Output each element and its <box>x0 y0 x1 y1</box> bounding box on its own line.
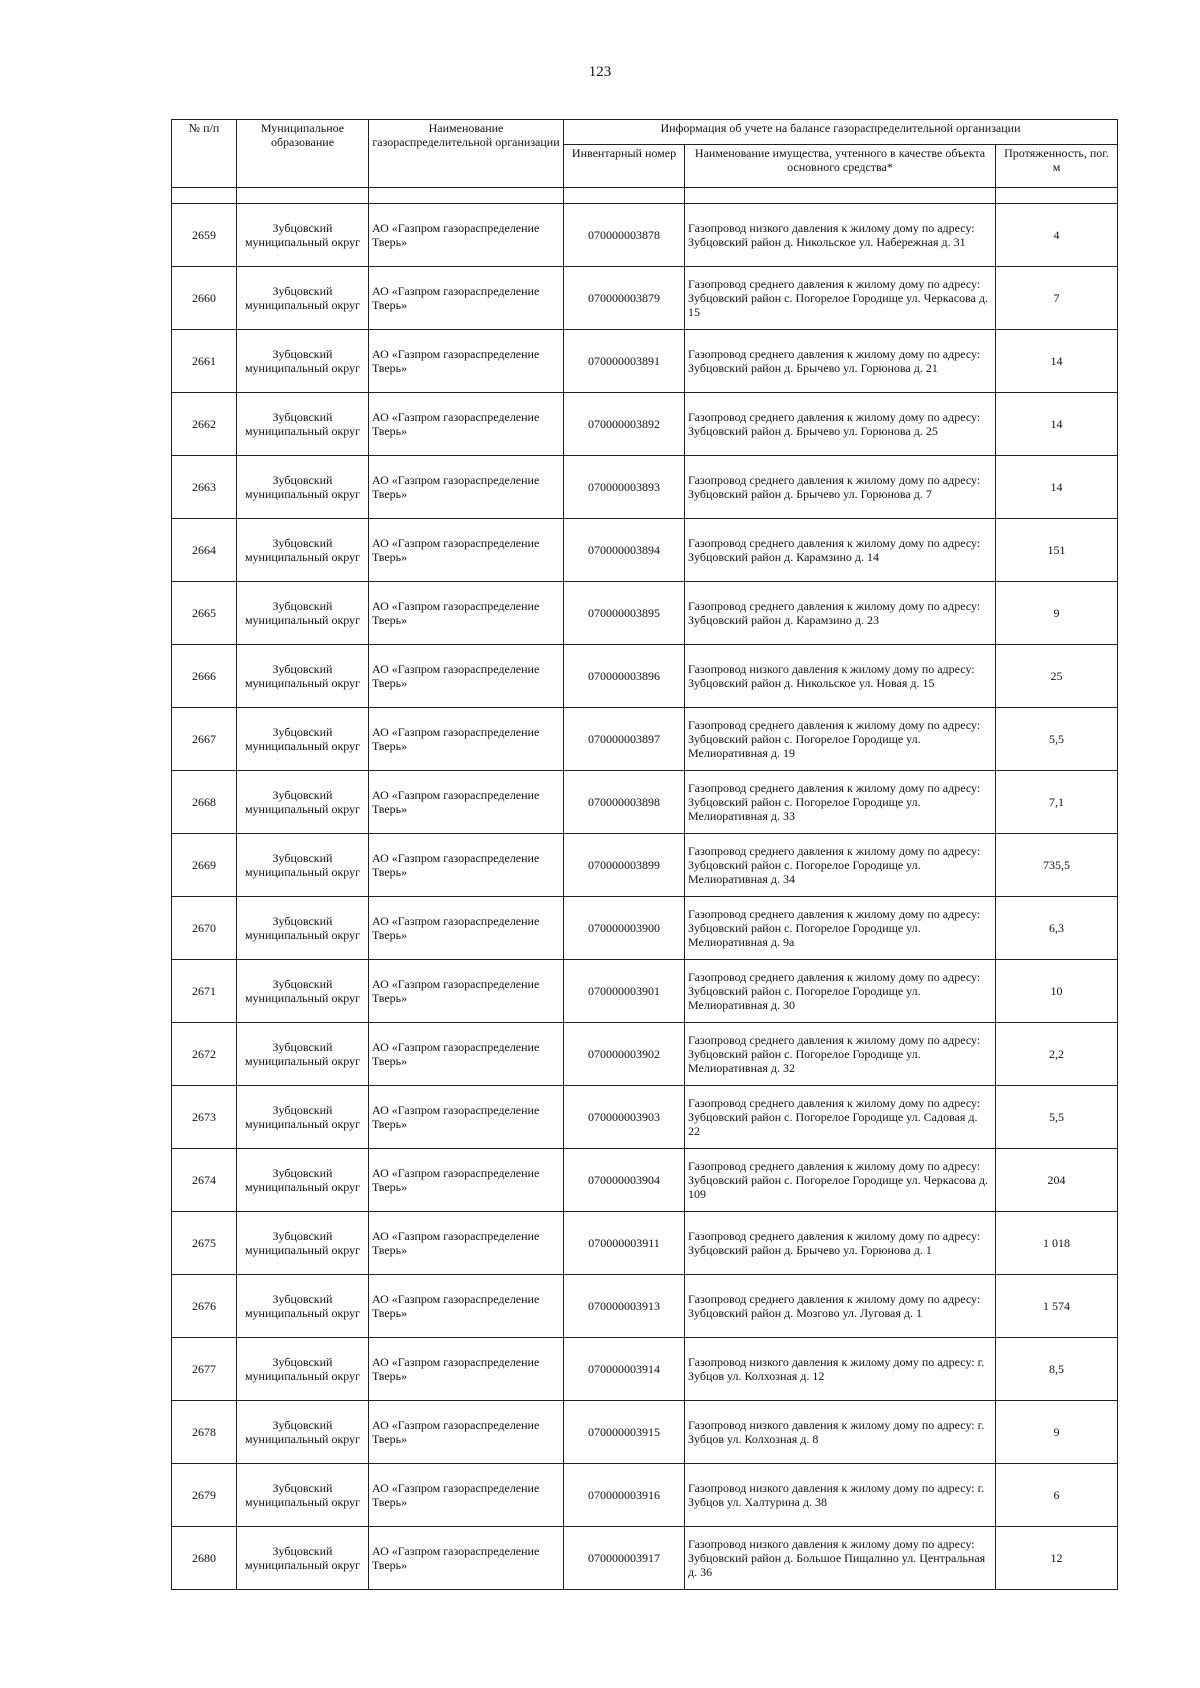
row-property-name: Газопровод среднего давления к жилому дому по адресу: Зубцовский район с. Погорелое Городище ул. Черкасова д. 15 <box>685 267 996 330</box>
page-number: 123 <box>588 64 612 80</box>
row-property-name: Газопровод низкого давления к жилому дому по адресу: Зубцовский район д. Большое Пищалино ул. Центральная д. 36 <box>685 1527 996 1590</box>
row-num: 2660 <box>172 267 237 330</box>
spacer-cell <box>172 188 237 204</box>
row-municipality: Зубцовский муниципальный округ <box>237 330 369 393</box>
row-municipality: Зубцовский муниципальный округ <box>237 1527 369 1590</box>
row-num: 2678 <box>172 1401 237 1464</box>
row-inventory-number: 070000003917 <box>564 1527 685 1590</box>
row-length: 14 <box>996 393 1118 456</box>
table-row <box>172 771 1118 834</box>
row-num: 2662 <box>172 393 237 456</box>
table-row <box>172 1401 1118 1464</box>
row-organization: АО «Газпром газораспределение Тверь» <box>369 456 564 519</box>
row-municipality: Зубцовский муниципальный округ <box>237 1275 369 1338</box>
row-length: 9 <box>996 582 1118 645</box>
table-row <box>172 582 1118 645</box>
row-num: 2674 <box>172 1149 237 1212</box>
row-organization: АО «Газпром газораспределение Тверь» <box>369 1401 564 1464</box>
row-inventory-number: 070000003902 <box>564 1023 685 1086</box>
row-inventory-number: 070000003914 <box>564 1338 685 1401</box>
row-inventory-number: 070000003896 <box>564 645 685 708</box>
row-inventory-number: 070000003892 <box>564 393 685 456</box>
spacer-cell <box>237 188 369 204</box>
row-municipality: Зубцовский муниципальный округ <box>237 1023 369 1086</box>
row-property-name: Газопровод низкого давления к жилому дому по адресу: Зубцовский район д. Никольское ул. Новая д. 15 <box>685 645 996 708</box>
row-organization: АО «Газпром газораспределение Тверь» <box>369 771 564 834</box>
row-property-name: Газопровод среднего давления к жилому дому по адресу: Зубцовский район д. Карамзино д. 14 <box>685 519 996 582</box>
row-inventory-number: 070000003893 <box>564 456 685 519</box>
table-row <box>172 267 1118 330</box>
row-length: 14 <box>996 456 1118 519</box>
table-row <box>172 708 1118 771</box>
row-property-name: Газопровод низкого давления к жилому дому по адресу: г. Зубцов ул. Колхозная д. 8 <box>685 1401 996 1464</box>
row-num: 2676 <box>172 1275 237 1338</box>
row-property-name: Газопровод среднего давления к жилому дому по адресу: Зубцовский район с. Погорелое Городище ул. Черкасова д. 109 <box>685 1149 996 1212</box>
row-inventory-number: 070000003878 <box>564 204 685 267</box>
row-municipality: Зубцовский муниципальный округ <box>237 960 369 1023</box>
header-property-name: Наименование имущества, учтенного в качестве объекта основного средства* <box>685 145 996 188</box>
row-length: 7 <box>996 267 1118 330</box>
row-property-name: Газопровод среднего давления к жилому дому по адресу: Зубцовский район с. Погорелое Городище ул. Мелиоративная д. 32 <box>685 1023 996 1086</box>
row-length: 6 <box>996 1464 1118 1527</box>
row-property-name: Газопровод среднего давления к жилому дому по адресу: Зубцовский район д. Брычево ул. Горюнова д. 7 <box>685 456 996 519</box>
row-property-name: Газопровод среднего давления к жилому дому по адресу: Зубцовский район д. Карамзино д. 23 <box>685 582 996 645</box>
row-num: 2665 <box>172 582 237 645</box>
row-organization: АО «Газпром газораспределение Тверь» <box>369 519 564 582</box>
row-organization: АО «Газпром газораспределение Тверь» <box>369 1338 564 1401</box>
row-property-name: Газопровод среднего давления к жилому дому по адресу: Зубцовский район с. Погорелое Городище ул. Мелиоративная д. 9а <box>685 897 996 960</box>
row-organization: АО «Газпром газораспределение Тверь» <box>369 834 564 897</box>
row-inventory-number: 070000003897 <box>564 708 685 771</box>
row-num: 2669 <box>172 834 237 897</box>
table-row <box>172 1464 1118 1527</box>
table-row <box>172 834 1118 897</box>
row-length: 151 <box>996 519 1118 582</box>
row-municipality: Зубцовский муниципальный округ <box>237 708 369 771</box>
row-length: 2,2 <box>996 1023 1118 1086</box>
table-row <box>172 1275 1118 1338</box>
row-length: 5,5 <box>996 708 1118 771</box>
row-inventory-number: 070000003915 <box>564 1401 685 1464</box>
row-inventory-number: 070000003916 <box>564 1464 685 1527</box>
header-row-top <box>172 120 1118 145</box>
row-municipality: Зубцовский муниципальный округ <box>237 1401 369 1464</box>
table-row <box>172 1527 1118 1590</box>
row-municipality: Зубцовский муниципальный округ <box>237 834 369 897</box>
row-inventory-number: 070000003879 <box>564 267 685 330</box>
row-length: 1 574 <box>996 1275 1118 1338</box>
row-num: 2680 <box>172 1527 237 1590</box>
row-property-name: Газопровод среднего давления к жилому дому по адресу: Зубцовский район с. Погорелое Городище ул. Мелиоративная д. 30 <box>685 960 996 1023</box>
table-row <box>172 1212 1118 1275</box>
table-row <box>172 393 1118 456</box>
header-spacer-row <box>172 188 1118 204</box>
table-row <box>172 456 1118 519</box>
row-organization: АО «Газпром газораспределение Тверь» <box>369 393 564 456</box>
row-organization: АО «Газпром газораспределение Тверь» <box>369 330 564 393</box>
row-organization: АО «Газпром газораспределение Тверь» <box>369 1527 564 1590</box>
row-organization: АО «Газпром газораспределение Тверь» <box>369 1275 564 1338</box>
row-inventory-number: 070000003904 <box>564 1149 685 1212</box>
spacer-cell <box>996 188 1118 204</box>
row-inventory-number: 070000003894 <box>564 519 685 582</box>
spacer-cell <box>369 188 564 204</box>
table-row <box>172 330 1118 393</box>
header-num: № п/п <box>172 120 237 188</box>
row-municipality: Зубцовский муниципальный округ <box>237 1338 369 1401</box>
table-row <box>172 960 1118 1023</box>
row-property-name: Газопровод среднего давления к жилому дому по адресу: Зубцовский район д. Брычево ул. Горюнова д. 25 <box>685 393 996 456</box>
row-municipality: Зубцовский муниципальный округ <box>237 582 369 645</box>
row-inventory-number: 070000003898 <box>564 771 685 834</box>
row-inventory-number: 070000003900 <box>564 897 685 960</box>
row-organization: АО «Газпром газораспределение Тверь» <box>369 645 564 708</box>
table-row <box>172 1023 1118 1086</box>
row-length: 8,5 <box>996 1338 1118 1401</box>
row-inventory-number: 070000003913 <box>564 1275 685 1338</box>
row-property-name: Газопровод среднего давления к жилому дому по адресу: Зубцовский район д. Брычево ул. Горюнова д. 1 <box>685 1212 996 1275</box>
table-row <box>172 1338 1118 1401</box>
row-property-name: Газопровод низкого давления к жилому дому по адресу: Зубцовский район д. Никольское ул. Набережная д. 31 <box>685 204 996 267</box>
row-length: 14 <box>996 330 1118 393</box>
row-num: 2666 <box>172 645 237 708</box>
row-organization: АО «Газпром газораспределение Тверь» <box>369 708 564 771</box>
row-property-name: Газопровод среднего давления к жилому дому по адресу: Зубцовский район с. Погорелое Городище ул. Мелиоративная д. 33 <box>685 771 996 834</box>
row-inventory-number: 070000003891 <box>564 330 685 393</box>
row-property-name: Газопровод среднего давления к жилому дому по адресу: Зубцовский район с. Погорелое Городище ул. Садовая д. 22 <box>685 1086 996 1149</box>
spacer-cell <box>564 188 685 204</box>
row-length: 4 <box>996 204 1118 267</box>
row-inventory-number: 070000003911 <box>564 1212 685 1275</box>
row-num: 2671 <box>172 960 237 1023</box>
header-organization: Наименование газораспределительной организации <box>369 120 564 188</box>
row-property-name: Газопровод низкого давления к жилому дому по адресу: г. Зубцов ул. Халтурина д. 38 <box>685 1464 996 1527</box>
row-property-name: Газопровод среднего давления к жилому дому по адресу: Зубцовский район с. Погорелое Городище ул. Мелиоративная д. 34 <box>685 834 996 897</box>
row-num: 2664 <box>172 519 237 582</box>
row-length: 7,1 <box>996 771 1118 834</box>
row-organization: АО «Газпром газораспределение Тверь» <box>369 1023 564 1086</box>
row-length: 204 <box>996 1149 1118 1212</box>
row-organization: АО «Газпром газораспределение Тверь» <box>369 1464 564 1527</box>
row-organization: АО «Газпром газораспределение Тверь» <box>369 204 564 267</box>
row-property-name: Газопровод среднего давления к жилому дому по адресу: Зубцовский район д. Мозгово ул. Луговая д. 1 <box>685 1275 996 1338</box>
row-organization: АО «Газпром газораспределение Тверь» <box>369 897 564 960</box>
row-num: 2659 <box>172 204 237 267</box>
row-municipality: Зубцовский муниципальный округ <box>237 1212 369 1275</box>
row-municipality: Зубцовский муниципальный округ <box>237 267 369 330</box>
row-num: 2675 <box>172 1212 237 1275</box>
row-organization: АО «Газпром газораспределение Тверь» <box>369 267 564 330</box>
row-municipality: Зубцовский муниципальный округ <box>237 645 369 708</box>
table-row <box>172 645 1118 708</box>
row-num: 2679 <box>172 1464 237 1527</box>
row-inventory-number: 070000003899 <box>564 834 685 897</box>
row-length: 10 <box>996 960 1118 1023</box>
row-municipality: Зубцовский муниципальный округ <box>237 519 369 582</box>
table-body <box>172 204 1118 1590</box>
row-length: 12 <box>996 1527 1118 1590</box>
row-municipality: Зубцовский муниципальный округ <box>237 1149 369 1212</box>
row-organization: АО «Газпром газораспределение Тверь» <box>369 960 564 1023</box>
row-length: 5,5 <box>996 1086 1118 1149</box>
row-municipality: Зубцовский муниципальный округ <box>237 1086 369 1149</box>
header-length: Протяженность, пог. м <box>996 145 1118 188</box>
row-num: 2668 <box>172 771 237 834</box>
row-inventory-number: 070000003901 <box>564 960 685 1023</box>
table-row <box>172 1149 1118 1212</box>
table-row <box>172 519 1118 582</box>
table-row <box>172 897 1118 960</box>
row-length: 735,5 <box>996 834 1118 897</box>
row-num: 2663 <box>172 456 237 519</box>
row-length: 25 <box>996 645 1118 708</box>
row-property-name: Газопровод среднего давления к жилому дому по адресу: Зубцовский район д. Брычево ул. Горюнова д. 21 <box>685 330 996 393</box>
table-row <box>172 1086 1118 1149</box>
row-organization: АО «Газпром газораспределение Тверь» <box>369 1212 564 1275</box>
row-num: 2670 <box>172 897 237 960</box>
row-num: 2677 <box>172 1338 237 1401</box>
spacer-cell <box>685 188 996 204</box>
property-register-table <box>171 119 1118 1590</box>
header-balance-info: Информация об учете на балансе газораспределительной организации <box>564 120 1118 145</box>
row-property-name: Газопровод среднего давления к жилому дому по адресу: Зубцовский район с. Погорелое Городище ул. Мелиоративная д. 19 <box>685 708 996 771</box>
row-municipality: Зубцовский муниципальный округ <box>237 771 369 834</box>
row-inventory-number: 070000003903 <box>564 1086 685 1149</box>
header-municipality: Муниципальное образование <box>237 120 369 188</box>
row-num: 2661 <box>172 330 237 393</box>
row-num: 2672 <box>172 1023 237 1086</box>
row-length: 9 <box>996 1401 1118 1464</box>
row-property-name: Газопровод низкого давления к жилому дому по адресу: г. Зубцов ул. Колхозная д. 12 <box>685 1338 996 1401</box>
row-municipality: Зубцовский муниципальный округ <box>237 1464 369 1527</box>
table-row <box>172 204 1118 267</box>
row-organization: АО «Газпром газораспределение Тверь» <box>369 1086 564 1149</box>
header-inventory: Инвентарный номер <box>564 145 685 188</box>
row-num: 2667 <box>172 708 237 771</box>
row-num: 2673 <box>172 1086 237 1149</box>
row-organization: АО «Газпром газораспределение Тверь» <box>369 582 564 645</box>
row-length: 6,3 <box>996 897 1118 960</box>
row-municipality: Зубцовский муниципальный округ <box>237 456 369 519</box>
row-municipality: Зубцовский муниципальный округ <box>237 204 369 267</box>
row-length: 1 018 <box>996 1212 1118 1275</box>
row-municipality: Зубцовский муниципальный округ <box>237 897 369 960</box>
row-inventory-number: 070000003895 <box>564 582 685 645</box>
row-organization: АО «Газпром газораспределение Тверь» <box>369 1149 564 1212</box>
row-municipality: Зубцовский муниципальный округ <box>237 393 369 456</box>
